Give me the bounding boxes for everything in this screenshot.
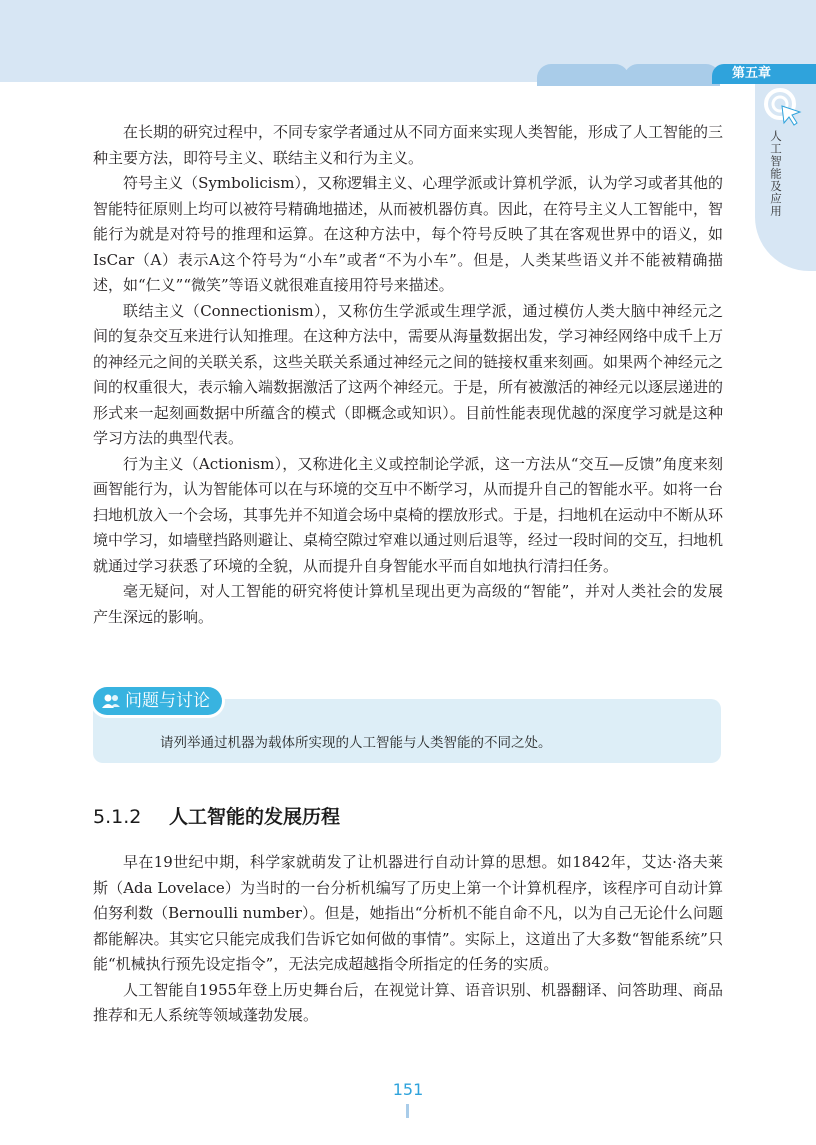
section-heading xyxy=(93,802,723,829)
main-text xyxy=(93,120,723,630)
paragraph: 毫无疑问，对人工智能的研究将使计算机呈现出更为高级的“智能”，并对人类社会的发展产生深远的影响。 xyxy=(93,582,723,626)
book-title: 人工智能及应用 xyxy=(769,130,783,218)
paragraph: 早在19世纪中期，科学家就萌发了让机器进行自动计算的思想。如1842年，艾达·洛夫莱斯（Ada Lovelace）为当时的一台分析机编写了历史上第一个计算机程序，该程序可自动计算伯努利数（Bernoulli number）。但是，她指出“分析机不能自命不凡，以为自己无论什么问题都能解决。其实它只能完成我们告诉它如何做的事情”。实际上，这道出了大多数“智能系统”只能“机械执行预先设定指令”，无法完成超越指令所指定的任务的实质。 xyxy=(93,853,723,973)
discussion-badge xyxy=(93,687,222,715)
chapter-label: 第五章 xyxy=(712,64,816,84)
discussion-badge-label: 问题与讨论 xyxy=(125,691,210,711)
paragraph: 符号主义（Symbolicism），又称逻辑主义、心理学派或计算机学派，认为学习或者其他的智能特征原则上均可以被符号精确地描述，从而被机器仿真。因此，在符号主义人工智能中，智能行为就是对符号的推理和运算。在这种方法中，每个符号反映了其在客观世界中的语义，如IsCar（A）表示A这个符号为“小车”或者“不为小车”。但是，人类某些语义并不能被精确描述，如“仁义”“微笑”等语义就很难直接用符号来描述。 xyxy=(93,174,724,294)
page-number: 151 xyxy=(392,1080,424,1099)
cursor-target-icon xyxy=(762,86,804,128)
paragraph: 人工智能自1955年登上历史舞台后，在视觉计算、语音识别、机器翻译、问答助理、商品推荐和无人系统等领域蓬勃发展。 xyxy=(93,980,723,1024)
people-icon xyxy=(101,693,121,709)
paragraph: 在长期的研究过程中，不同专家学者通过从不同方面来实现人类智能，形成了人工智能的三种主要方法，即符号主义、联结主义和行为主义。 xyxy=(93,123,724,167)
section-number: 5.1.2 xyxy=(93,806,142,828)
section-text xyxy=(93,850,723,1029)
paragraph: 联结主义（Connectionism），又称仿生学派或生理学派，通过模仿人类大脑中神经元之间的复杂交互来进行认知推理。在这种方法中，需要从海量数据出发，学习神经网络中成千上万的神经元之间的关联关系，这些关联关系通过神经元之间的链接权重来刻画。如果两个神经元之间的权重很大，表示输入端数据激活了这两个神经元。于是，所有被激活的神经元以逐层递进的形式来一起刻画数据中所蕴含的模式（即概念或知识）。目前性能表现优越的深度学习就是这种学习方法的典型代表。 xyxy=(93,301,724,447)
paragraph: 行为主义（Actionism），又称进化主义或控制论学派，这一方法从“交互—反馈”角度来刻画智能行为，认为智能体可以在与环境的交互中不断学习，从而提升自己的智能水平。如将一台扫地机放入一个会场，其事先并不知道会场中桌椅的摆放形式。于是，扫地机在运动中不断从环境中学习，如墙壁挡路则避让、桌椅空隙过窄难以通过则后退等，经过一段时间的交互，扫地机就通过学习获悉了环境的全貌，从而提升自身智能水平而自如地执行清扫任务。 xyxy=(93,454,724,575)
page-number-tick xyxy=(406,1104,409,1118)
discussion-question: 请列举通过机器为载体所实现的人工智能与人类智能的不同之处。 xyxy=(160,735,552,751)
header-tab-decoration xyxy=(624,64,720,86)
header-tab-decoration xyxy=(537,64,629,86)
section-title: 人工智能的发展历程 xyxy=(169,806,341,828)
